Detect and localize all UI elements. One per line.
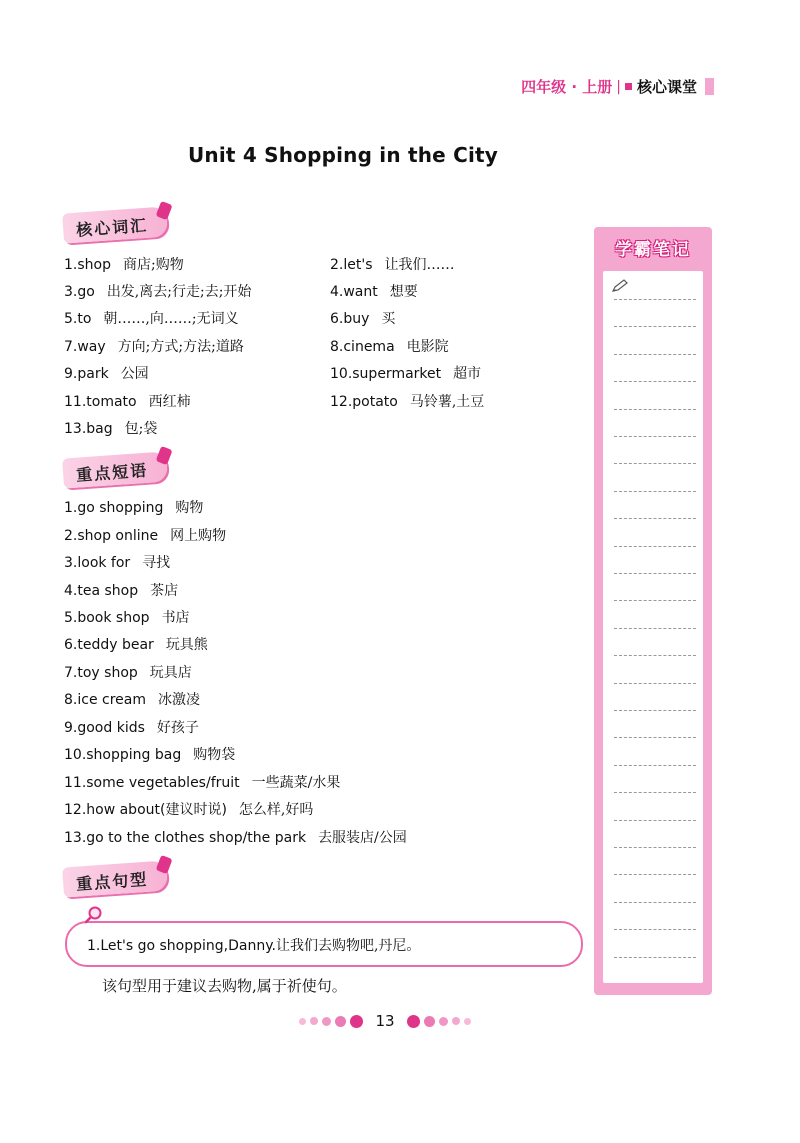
vocab-item: 3.go 出发,离去;行走;去;开始 xyxy=(64,284,252,300)
dot-decoration xyxy=(310,1017,318,1025)
section-title: 核心词汇 xyxy=(75,215,149,240)
phrase-item: 12.how about(建议时说) 怎么样,好吗 xyxy=(64,802,314,818)
vocab-item: 8.cinema 电影院 xyxy=(330,339,449,355)
note-line xyxy=(614,874,696,875)
phrase-item: 2.shop online 网上购物 xyxy=(64,528,227,544)
note-line xyxy=(614,847,696,848)
vocab-item: 5.to 朝……,向……;无词义 xyxy=(64,311,239,327)
note-line xyxy=(614,710,696,711)
vocab-item: 7.way 方向;方式;方法;道路 xyxy=(64,339,244,355)
note-line xyxy=(614,628,696,629)
vocab-item: 11.tomato 西红柿 xyxy=(64,394,191,410)
section-tag-sentences xyxy=(62,860,168,897)
note-line xyxy=(614,354,696,355)
dot-decoration xyxy=(452,1017,460,1025)
dot-decoration xyxy=(299,1018,306,1025)
phrase-item: 1.go shopping 购物 xyxy=(64,500,204,516)
phrase-item: 8.ice cream 冰激凌 xyxy=(64,692,200,708)
header-square-icon xyxy=(625,83,632,90)
note-line xyxy=(614,765,696,766)
sentence-pattern xyxy=(87,935,420,955)
note-line xyxy=(614,463,696,464)
note-line xyxy=(614,683,696,684)
vocab-item: 1.shop 商店;购物 xyxy=(64,257,184,273)
note-line xyxy=(614,436,696,437)
note-line xyxy=(614,600,696,601)
note-line xyxy=(614,737,696,738)
notes-panel xyxy=(594,227,712,995)
phrase-item: 9.good kids 好孩子 xyxy=(64,720,199,736)
page-number: 13 xyxy=(375,1012,395,1030)
section-tag-vocab xyxy=(62,206,168,243)
notes-writing-area[interactable] xyxy=(603,271,703,983)
phrase-item: 4.tea shop 茶店 xyxy=(64,583,179,599)
note-line xyxy=(614,957,696,958)
course-label: 核心课堂 xyxy=(636,78,697,96)
vocab-item: 4.want 想要 xyxy=(330,284,418,300)
dot-decoration xyxy=(464,1018,471,1025)
note-line xyxy=(614,929,696,930)
vocab-item: 6.buy 买 xyxy=(330,311,396,327)
sentence-chinese: 让我们去购物吧,丹尼。 xyxy=(275,938,421,954)
page-title: Unit 4 Shopping in the City xyxy=(187,143,499,167)
phrase-item: 5.book shop 书店 xyxy=(64,610,190,626)
section-title: 重点句型 xyxy=(75,869,149,894)
dot-decoration xyxy=(322,1017,331,1026)
dot-decoration xyxy=(335,1016,346,1027)
header-bar-decoration xyxy=(705,78,714,95)
phrase-item: 3.look for 寻找 xyxy=(64,555,171,571)
magnifier-icon xyxy=(84,906,102,924)
note-line xyxy=(614,573,696,574)
vocab-item: 13.bag 包;袋 xyxy=(64,421,158,437)
vocab-item: 10.supermarket 超市 xyxy=(330,366,482,382)
note-line xyxy=(614,518,696,519)
vocab-item: 12.potato 马铃薯,土豆 xyxy=(330,394,485,410)
note-line xyxy=(614,491,696,492)
note-line xyxy=(614,326,696,327)
dot-decoration xyxy=(424,1016,435,1027)
vocab-item: 9.park 公园 xyxy=(64,366,149,382)
phrase-item: 7.toy shop 玩具店 xyxy=(64,665,192,681)
sentence-english: 1.Let's go shopping,Danny. xyxy=(87,938,276,954)
running-header xyxy=(521,76,714,97)
note-line xyxy=(614,792,696,793)
note-line xyxy=(614,820,696,821)
notes-title: 学霸笔记 xyxy=(615,240,691,260)
phrase-item: 10.shopping bag 购物袋 xyxy=(64,747,236,763)
note-line xyxy=(614,902,696,903)
note-line xyxy=(614,546,696,547)
pencil-icon xyxy=(611,279,629,293)
note-line xyxy=(614,299,696,300)
page-number-bar xyxy=(0,1012,770,1030)
phrase-item: 13.go to the clothes shop/the park 去服装店/公园 xyxy=(64,830,407,846)
sentence-explanation: 该句型用于建议去购物,属于祈使句。 xyxy=(102,977,347,995)
grade-label: 四年级 · 上册 xyxy=(521,78,613,96)
phrase-item: 11.some vegetables/fruit 一些蔬菜/水果 xyxy=(64,775,341,791)
section-tag-phrases xyxy=(62,451,168,488)
header-separator: | xyxy=(616,78,621,95)
sentence-pattern-box xyxy=(65,921,583,967)
phrase-item: 6.teddy bear 玩具熊 xyxy=(64,637,208,653)
dot-decoration xyxy=(407,1015,420,1028)
section-title: 重点短语 xyxy=(75,460,149,485)
note-line xyxy=(614,381,696,382)
dot-decoration xyxy=(439,1017,448,1026)
dot-decoration xyxy=(350,1015,363,1028)
note-line xyxy=(614,409,696,410)
vocab-item: 2.let's 让我们…… xyxy=(330,257,455,273)
note-line xyxy=(614,655,696,656)
